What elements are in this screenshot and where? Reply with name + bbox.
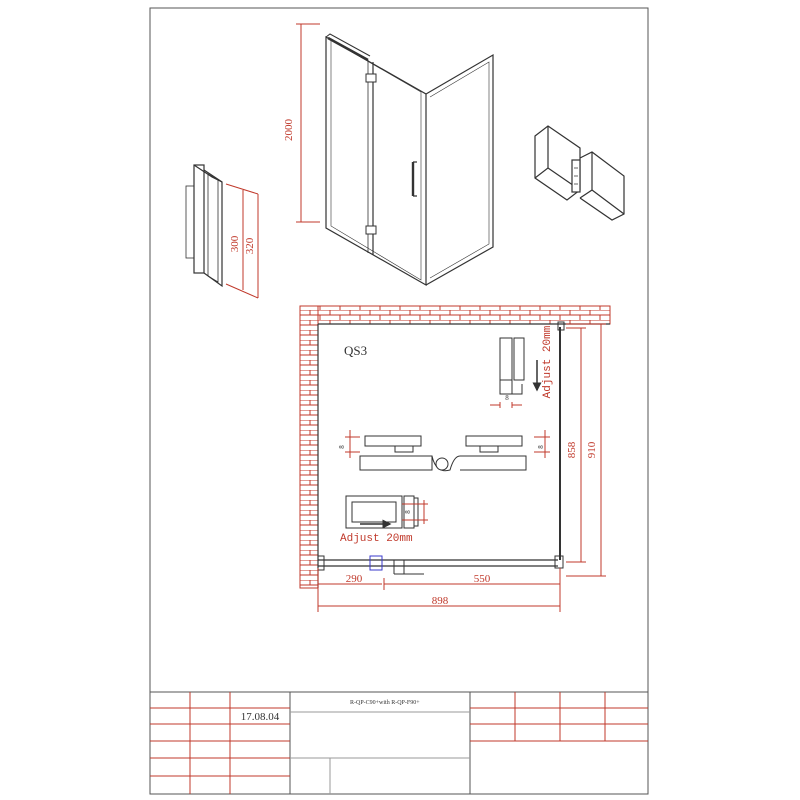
adjust-bottom-note: Adjust 20mm (340, 533, 413, 545)
depth-inner-label: 858 (566, 441, 578, 459)
title-block (150, 692, 648, 794)
hinge-detail (535, 126, 624, 220)
width-total-label: 898 (431, 595, 449, 607)
title-date: 17.08.04 (240, 711, 280, 723)
handle-inner-label: 300 (229, 235, 241, 253)
wall-left (300, 306, 318, 588)
height-label: 2000 (283, 119, 295, 141)
title-product-ref: R-QP-C90+with R-QP-F90+ (350, 700, 420, 706)
wall-top (300, 306, 610, 324)
enclosure-isometric (326, 34, 493, 285)
handle-outer-label: 320 (244, 237, 256, 255)
hinge-left-dim: 8 (338, 445, 346, 449)
adjust-right-note: Adjust 20mm (542, 325, 554, 399)
width-door-label: 290 (345, 573, 363, 585)
depth-outer-label: 910 (586, 441, 598, 459)
handle-detail (186, 165, 222, 286)
width-fixed-label: 550 (473, 573, 491, 585)
bottom-profile-dim: 8 (404, 510, 412, 514)
height-dimension (296, 24, 320, 222)
hinge-right-dim: 8 (537, 445, 545, 449)
right-profile-dim: 8 (505, 394, 509, 402)
model-code-label: QS3 (344, 343, 368, 358)
